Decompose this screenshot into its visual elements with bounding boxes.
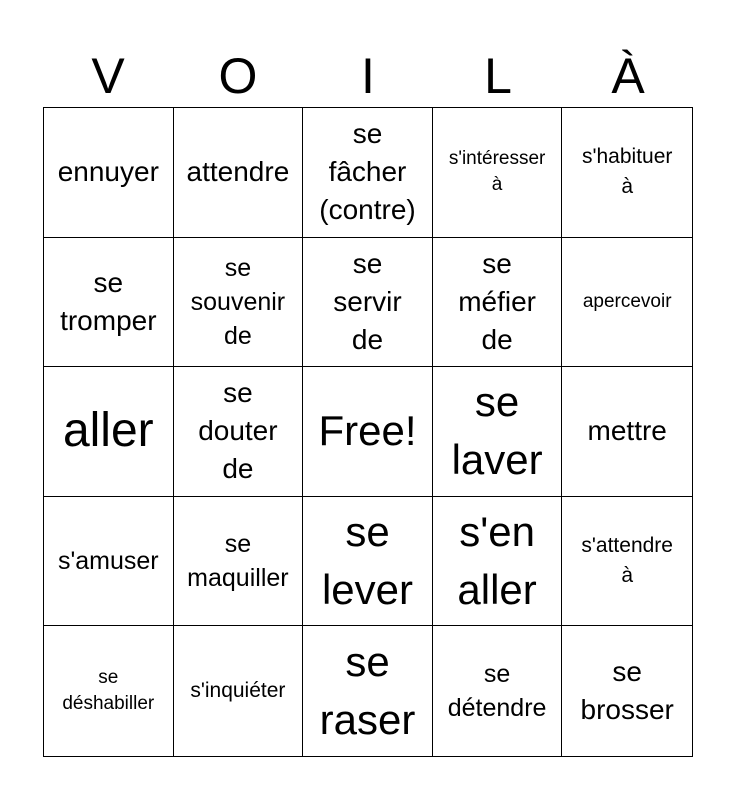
bingo-cell[interactable]: se lever [303,497,433,627]
bingo-cell[interactable]: se raser [303,626,433,756]
bingo-cell[interactable]: s'en aller [433,497,563,627]
bingo-cell[interactable]: apercevoir [562,238,692,368]
bingo-cell[interactable]: se souvenir de [174,238,304,368]
bingo-cell[interactable]: mettre [562,367,692,497]
bingo-cell[interactable]: se maquiller [174,497,304,627]
bingo-cell[interactable]: s'attendre à [562,497,692,627]
free-space-cell[interactable]: Free! [303,367,433,497]
header-letter-o: O [218,48,258,104]
bingo-cell[interactable]: se douter de [174,367,304,497]
bingo-cell[interactable]: s'inquiéter [174,626,304,756]
bingo-cell[interactable]: se méfier de [433,238,563,368]
bingo-cell[interactable]: se tromper [44,238,174,368]
bingo-cell[interactable]: ennuyer [44,108,174,238]
bingo-header [43,48,693,108]
header-letter-a-grave: À [611,48,645,104]
bingo-cell[interactable]: attendre [174,108,304,238]
header-letter-v: V [91,48,125,104]
bingo-cell[interactable]: se déshabiller [44,626,174,756]
bingo-cell[interactable]: s'habituer à [562,108,692,238]
bingo-cell[interactable]: se brosser [580,656,674,726]
bingo-cell[interactable]: se détendre [433,626,563,756]
header-letter-i: I [361,48,375,104]
bingo-cell[interactable]: aller [44,367,174,497]
bingo-board [43,107,693,757]
bingo-cell[interactable]: se fâcher (contre) [303,108,433,238]
bingo-cell[interactable]: s'amuser [44,497,174,627]
header-letter-l: L [484,48,512,104]
bingo-cell[interactable]: se laver [433,367,563,497]
bingo-cell[interactable]: se servir de [303,238,433,368]
bingo-cell[interactable]: s'intéresser à [433,108,563,238]
